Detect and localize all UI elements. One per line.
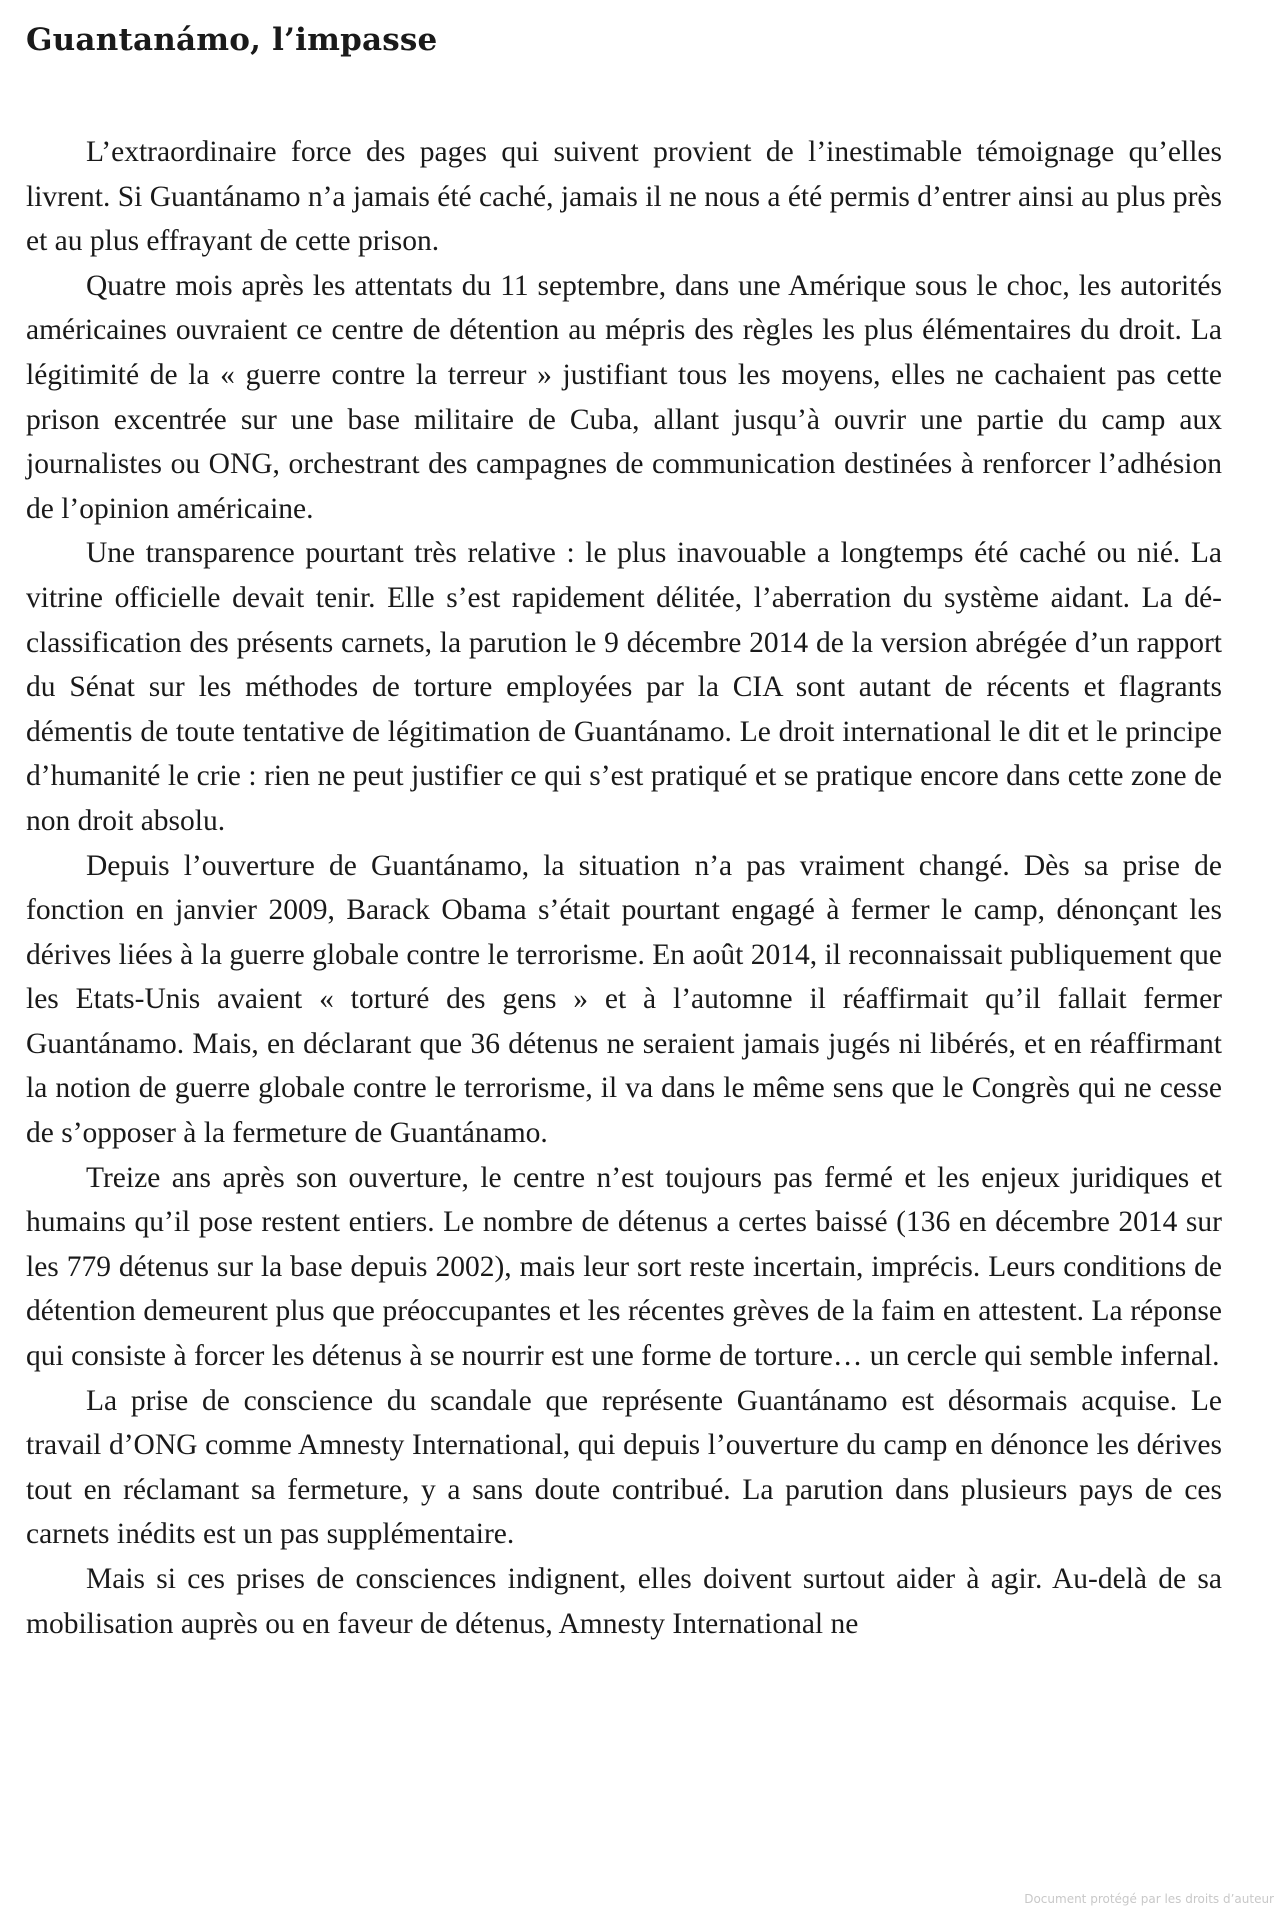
paragraph: L’extraordinaire force des pages qui suivent provient de l’inestimable témoignage qu’elles livrent. Si Guantánamo n’a jamais été caché, jamais il ne nous a été permis d’entrer ainsi au plus près et au plus effrayant de cette prison. <box>26 136 1222 258</box>
paragraph: Mais si ces prises de consciences indignent, elles doivent surtout aider à agir. Au-delà de sa mobilisation auprès ou en faveur de détenus, Amnesty International ne <box>26 1563 1222 1640</box>
chapter-title: Guantanámo, l’impasse <box>26 22 438 58</box>
copyright-watermark: Document protégé par les droits d’auteur <box>1024 1892 1274 1906</box>
paragraph: Depuis l’ouverture de Guantánamo, la situation n’a pas vraiment changé. Dès sa prise de fonction en janvier 2009, Barack Obama s’était pourtant engagé à fermer le camp, dénonçant les dérives liées à la guerre globale contre le terrorisme. En août 2014, il reconnaissait publiquement que les Etats-Unis avaient « torturé des gens » et à l’automne il réaffirmait qu’il fallait fermer Guantánamo. Mais, en déclarant que 36 détenus ne seraient jamais jugés ni libérés, et en réaffirmant la notion de guerre globale contre le terrorisme, il va dans le même sens que le Congrès qui ne cesse de s’opposer à la fermeture de Guantánamo. <box>26 849 1222 1150</box>
paragraph: Quatre mois après les attentats du 11 septembre, dans une Amérique sous le choc, les autorités américaines ouvraient ce centre de détention au mépris des règles les plus élémentaires du droit. La légitimité de la « guerre contre la terreur » justifiant tous les moyens, elles ne cachaient pas cette prison excentrée sur une base militaire de Cuba, allant jusqu’à ouvrir une partie du camp aux journalistes ou ONG, orchestrant des campagnes de communication destinées à renforcer l’adhésion de l’opinion américaine. <box>26 269 1222 525</box>
paragraph: Treize ans après son ouverture, le centre n’est toujours pas fermé et les enjeux juridiques et humains qu’il pose restent entiers. Le nombre de détenus a certes baissé (136 en décembre 2014 sur les 779 détenus sur la base depuis 2002), mais leur sort reste incertain, imprécis. Leurs conditions de détention demeurent plus que préoccupantes et les récentes grèves de la faim en attestent. La réponse qui consiste à forcer les détenus à se nourrir est une forme de torture… un cercle qui semble infernal. <box>26 1161 1222 1373</box>
paragraph: Une transparence pourtant très relative : le plus inavouable a longtemps été caché ou nié. La vitrine officielle devait tenir. Elle s’est rapidement délitée, l’aberration du système aidant. La dé-classification des présents carnets, la parution le 9 décembre 2014 de la version abrégée d’un rapport du Sénat sur les méthodes de torture employées par la CIA sont autant de récents et flagrants démentis de toute tentative de légitimation de Guantánamo. Le droit international le dit et le principe d’humanité le crie : rien ne peut justifier ce qui s’est pratiqué et se pratique encore dans cette zone de non droit absolu. <box>26 537 1222 837</box>
document-page <box>26 0 1222 1646</box>
paragraph: La prise de conscience du scandale que représente Guantánamo est désormais acquise. Le travail d’ONG comme Amnesty International, qui depuis l’ouverture du camp en dénonce les dérives tout en réclamant sa fermeture, y a sans doute contribué. La parution dans plusieurs pays de ces carnets inédits est un pas supplémentaire. <box>26 1384 1222 1551</box>
body-text <box>26 130 1222 1646</box>
